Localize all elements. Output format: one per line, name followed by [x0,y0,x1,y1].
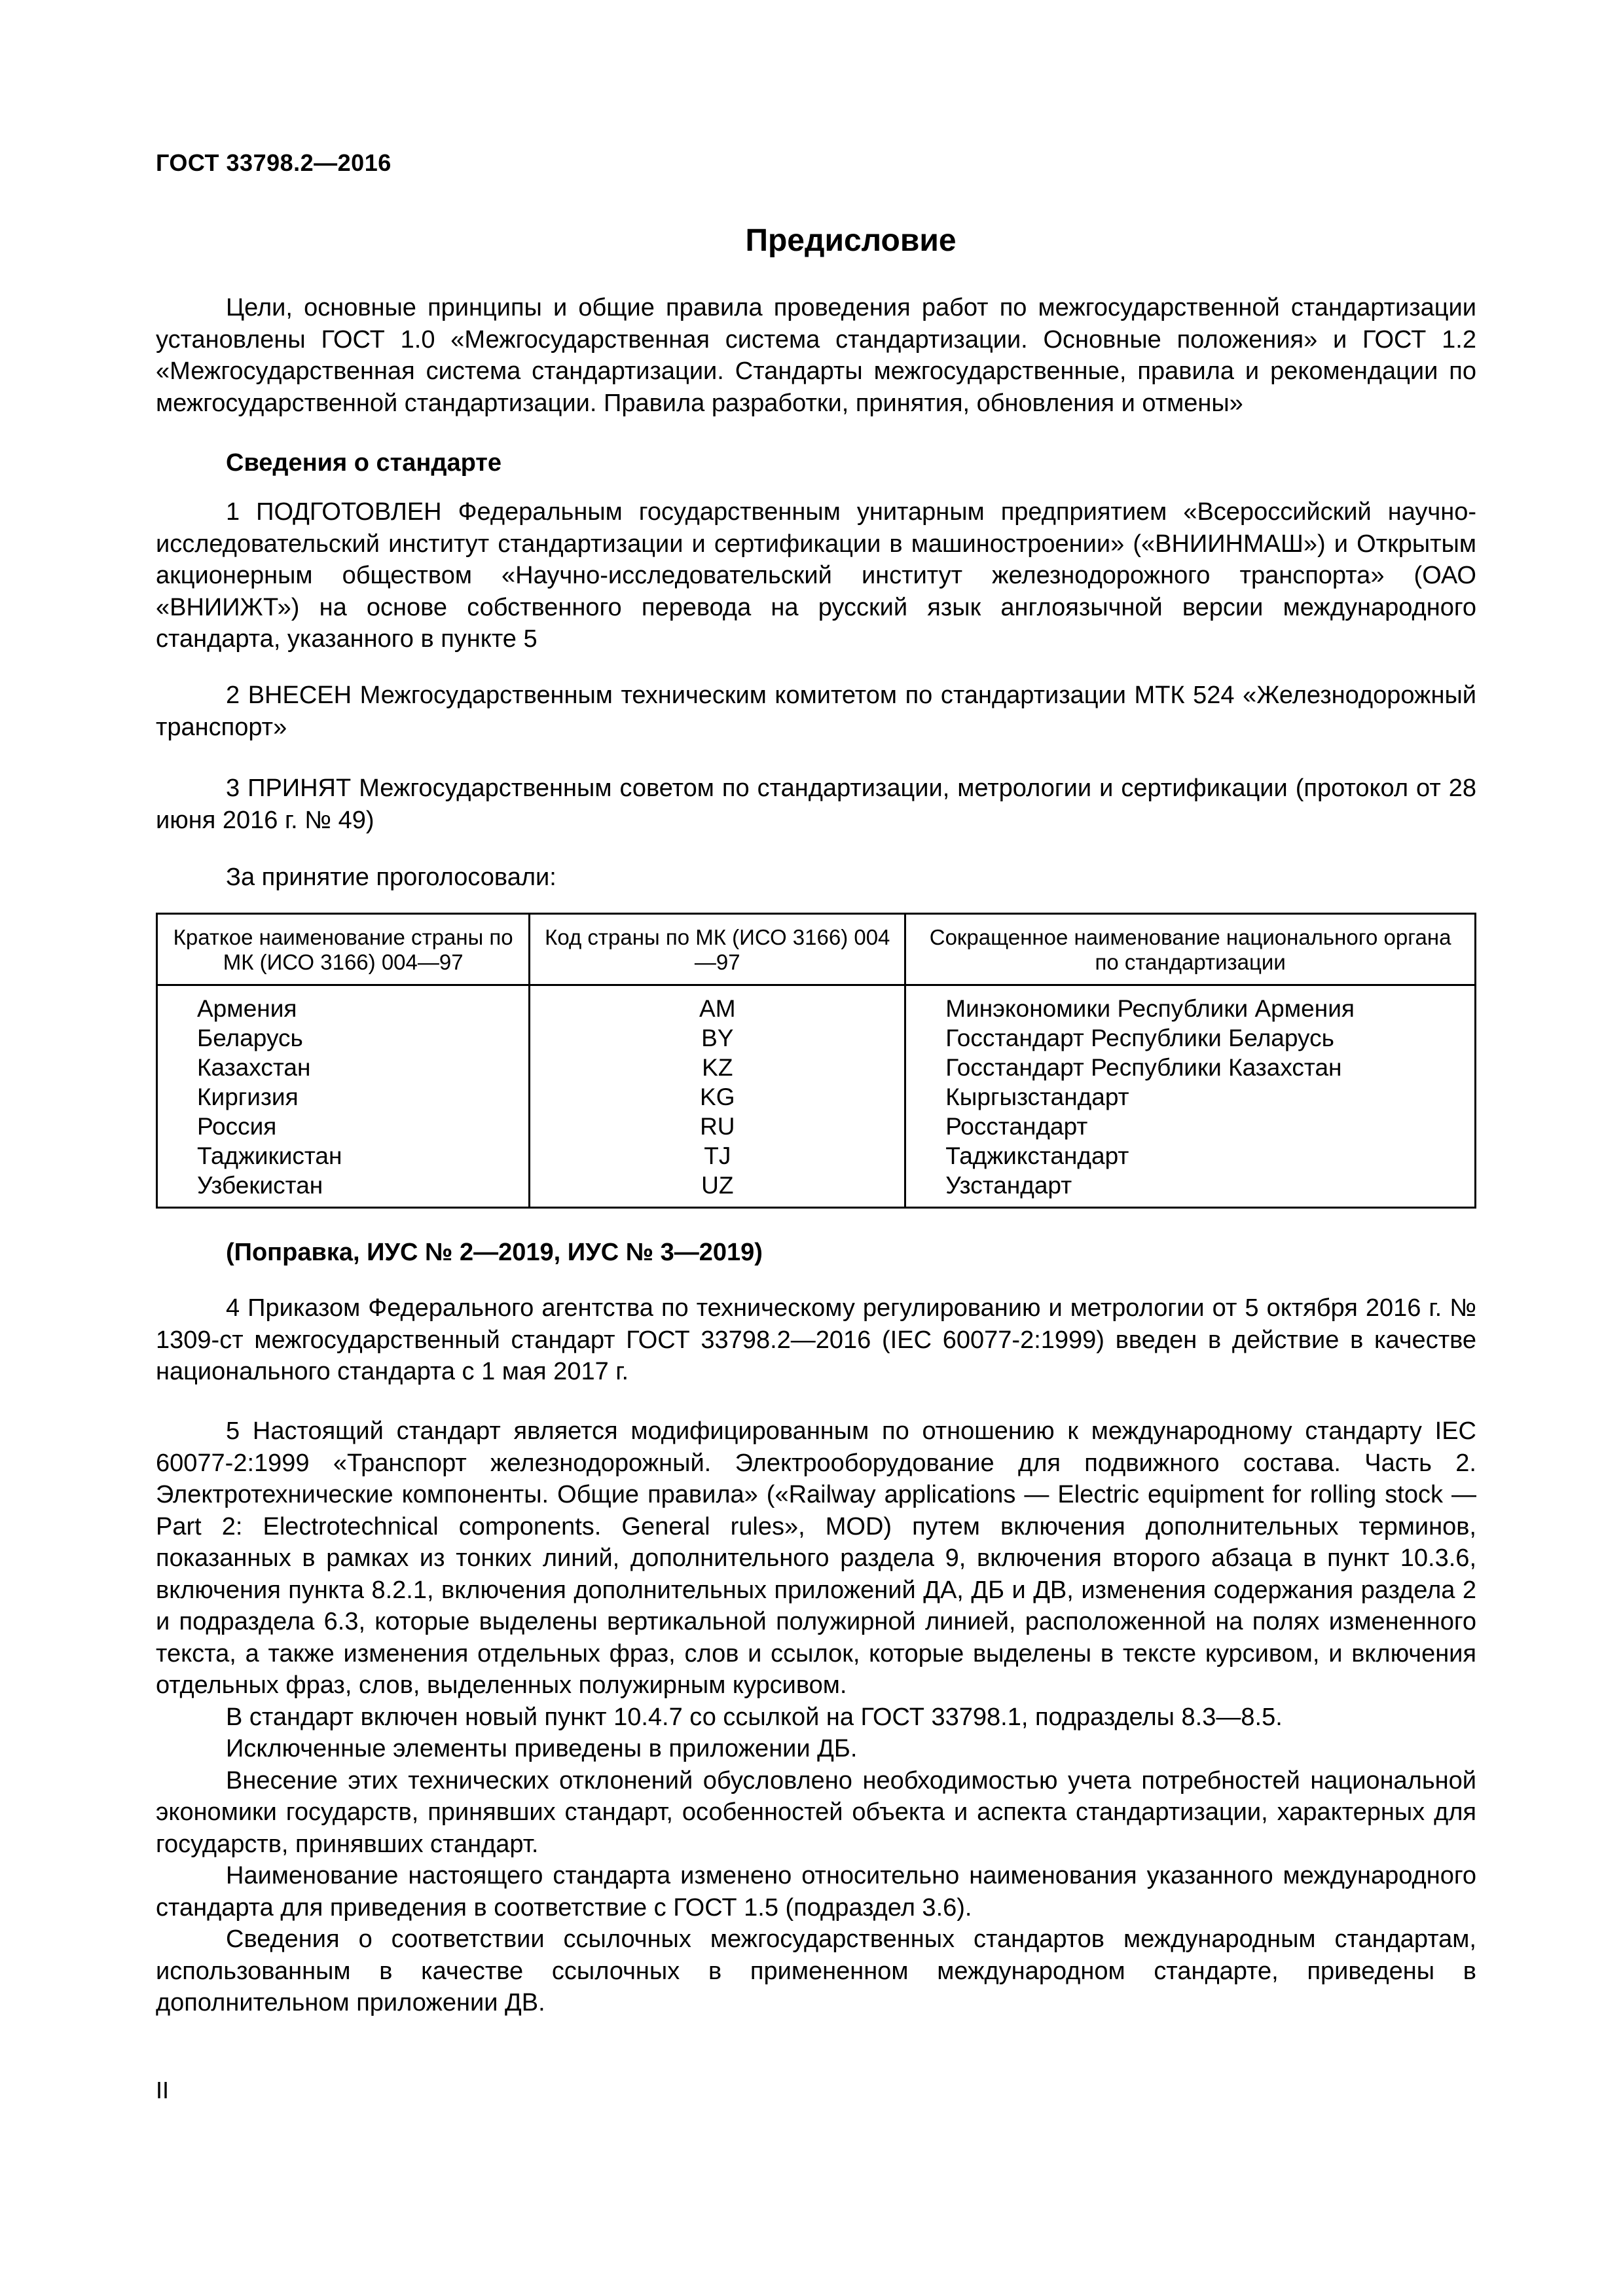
page-title: Предисловие [745,223,957,258]
voted-label-text: За принятие проголосовали: [226,864,556,891]
item-3-text: 3 ПРИНЯТ Межгосударственным советом по стандартизации, метрологии и сертификации (протокол от 28 июня 2016 г. № 49) [156,774,1476,834]
item-5-paragraph: Сведения о соответствии ссылочных межгосударственных стандартов международным стандартам, использованным в качестве ссылочных в примененном международном стандарте, приведены в дополнительном приложении ДВ. [156,1925,1476,2016]
country-cell: Узбекистан [157,1171,530,1208]
item-5-paragraph: 5 Настоящий стандарт является модифицированным по отношению к международному стандарту IEC 60077-2:1999 «Транспорт железнодорожный. Электрооборудование для подвижного состава. Часть 2. Электротехнические компоненты. Общие правила» («Railway applications — Electric equipment for rolling stock — Part 2: Electrotechnical components. General rules», MOD) путем включения дополнительных терминов, показанных в рамках из тонких линий, дополнительного раздела 9, включения второго абзаца в пункт 10.3.6, включения пункта 8.2.1, включения дополнительных приложений ДА, ДБ и ДВ, изменения содержания раздела 2 и подраздела 6.3, которые выделены вертикальной полужирной линией, расположенной на полях измененного текста, а также изменения отдельных фраз, слов и ссылок, которые выделены в тексте курсивом, и включения отдельных фраз, слов, выделенных полужирным курсивом. [156,1417,1476,1699]
body-cell: Госстандарт Республики Беларусь [905,1023,1476,1053]
code-cell: BY [530,1023,905,1053]
item-1 [156,496,1476,655]
col-header-code: Код страны по МК (ИСО 3166) 004—97 [530,914,905,985]
col-header-body: Сокращенное наименование национального органа по стандартизации [905,914,1476,985]
table-row [157,985,1476,1024]
body-cell: Минэкономики Республики Армения [905,985,1476,1024]
body-cell: Узстандарт [905,1171,1476,1208]
item-5-paragraph: Наименование настоящего стандарта изменено относительно наименования указанного международного стандарта для приведения в соответствие с ГОСТ 1.5 (подраздел 3.6). [156,1862,1476,1922]
country-cell: Россия [157,1112,530,1141]
countries-table [156,913,1476,1209]
table-row [157,1023,1476,1053]
intro-paragraph [156,292,1476,419]
table-row [157,1112,1476,1141]
table-row [157,1082,1476,1112]
body-cell: Кыргызстандарт [905,1082,1476,1112]
table-row [157,1141,1476,1171]
code-cell: TJ [530,1141,905,1171]
table-header-row [157,914,1476,985]
body-cell: Таджикстандарт [905,1141,1476,1171]
intro-text: Цели, основные принципы и общие правила проведения работ по межгосударственной стандартизации установлены ГОСТ 1.0 «Межгосударственная система стандартизации. Основные положения» и ГОСТ 1.2 «Межгосударственная система стандартизации. Стандарты межгосударственные, правила и рекомендации по межгосударственной стандартизации. Правила разработки, принятия, обновления и отмены» [156,294,1476,417]
item-4-text: 4 Приказом Федерального агентства по техническому регулированию и метрологии от 5 октября 2016 г. № 1309-ст межгосударственный стандарт ГОСТ 33798.2—2016 (IEC 60077-2:1999) введен в действие в качестве национального стандарта с 1 мая 2017 г. [156,1294,1476,1385]
table-row [157,1171,1476,1208]
country-cell: Таджикистан [157,1141,530,1171]
item-5-paragraph: Исключенные элементы приведены в приложении ДБ. [226,1735,858,1762]
country-cell: Казахстан [157,1053,530,1082]
country-cell: Беларусь [157,1023,530,1053]
item-2-text: 2 ВНЕСЕН Межгосударственным техническим комитетом по стандартизации МТК 524 «Железнодорожный транспорт» [156,682,1476,741]
item-2 [156,680,1476,743]
item-1-text: 1 ПОДГОТОВЛЕН Федеральным государственным унитарным предприятием «Всероссийский научно-исследовательский институт стандартизации и сертификации в машиностроении» («ВНИИНМАШ») и Открытым акционерным обществом «Научно-исследовательский институт железнодорожного транспорта» (ОАО «ВНИИЖТ») на основе собственного перевода на русский язык англоязычной версии международного стандарта, указанного в пункте 5 [156,498,1476,653]
body-cell: Госстандарт Республики Казахстан [905,1053,1476,1082]
voted-label [156,862,1476,894]
body-cell: Росстандарт [905,1112,1476,1141]
amendment-note: (Поправка, ИУС № 2—2019, ИУС № 3—2019) [226,1239,763,1266]
col-header-country: Краткое наименование страны по МК (ИСО 3166) 004—97 [157,914,530,985]
item-5-paragraph: В стандарт включен новый пункт 10.4.7 со ссылкой на ГОСТ 33798.1, подразделы 8.3—8.5. [226,1703,1283,1731]
country-cell: Киргизия [157,1082,530,1112]
table-row [157,1053,1476,1082]
item-5-paragraph: Внесение этих технических отклонений обусловлено необходимостью учета потребностей национальной экономики государств, принявших стандарт, особенностей объекта и аспекта стандартизации, характерных для государств, принявших стандарт. [156,1766,1476,1858]
code-cell: KZ [530,1053,905,1082]
code-cell: KG [530,1082,905,1112]
voting-table [156,913,1476,1209]
item-5 [156,1415,1476,2019]
code-cell: RU [530,1112,905,1141]
code-cell: UZ [530,1171,905,1208]
document-code: ГОСТ 33798.2—2016 [156,149,392,176]
page-number: II [156,2077,170,2104]
section-heading: Сведения о стандарте [226,449,502,477]
code-cell: AM [530,985,905,1024]
item-3 [156,773,1476,836]
item-4 [156,1292,1476,1388]
country-cell: Армения [157,985,530,1024]
